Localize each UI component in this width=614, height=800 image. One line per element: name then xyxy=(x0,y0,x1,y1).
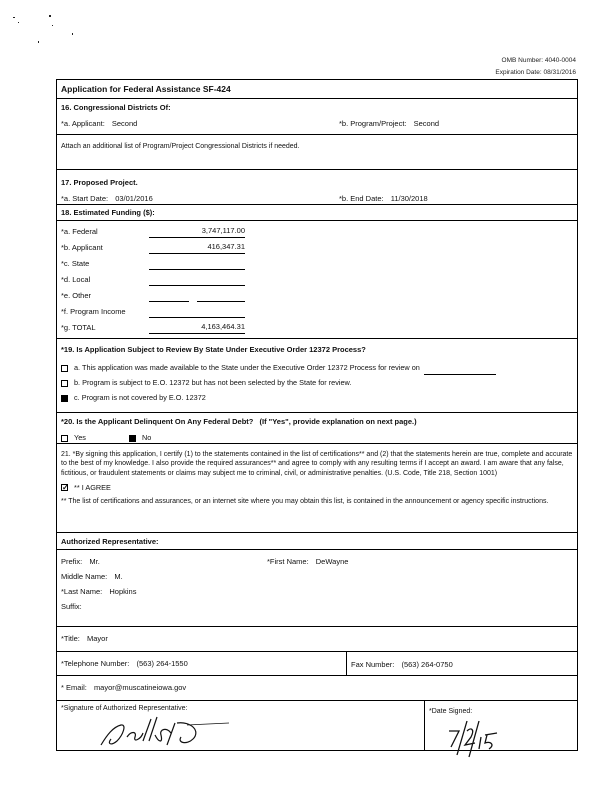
funding-applicant-field[interactable]: 416,347.31 xyxy=(149,241,245,254)
checkbox-unchecked-icon[interactable] xyxy=(61,435,68,442)
expiration-label: Expiration Date: xyxy=(495,69,542,76)
date-signed-label: *Date Signed: xyxy=(429,708,473,715)
funding-label: *f. Program Income xyxy=(61,307,126,316)
expiration-value: 08/31/2016 xyxy=(543,69,576,76)
funding-local-field[interactable] xyxy=(149,273,245,286)
review-option-a-label: a. This application was made available to the State under the Executive Order 12372 Process for review on xyxy=(74,363,420,372)
applicant-district-field[interactable]: Second xyxy=(111,119,138,128)
delinquent-yes-label: Yes xyxy=(74,433,86,442)
agree-label: ** I AGREE xyxy=(74,482,111,492)
sf424-form xyxy=(56,79,578,751)
checkbox-unchecked-icon[interactable] xyxy=(61,365,68,372)
section-20 xyxy=(57,413,577,444)
signature-row xyxy=(57,701,577,751)
funding-row-program-income xyxy=(57,304,577,320)
end-date-group xyxy=(339,191,428,206)
phone-fax-row xyxy=(57,652,577,676)
representative-heading: Authorized Representative: xyxy=(61,537,159,546)
omb-number xyxy=(502,57,576,64)
scan-speck xyxy=(18,22,19,23)
funding-label: *g. TOTAL xyxy=(61,323,96,332)
applicant-district-label: *a. Applicant: xyxy=(61,119,105,128)
section-18-heading: 18. Estimated Funding ($): xyxy=(61,208,155,217)
funding-program-income-field[interactable] xyxy=(149,305,245,318)
email-field[interactable]: mayor@muscatineiowa.gov xyxy=(93,683,187,692)
middle-name-row xyxy=(57,569,577,584)
phone-cell xyxy=(57,652,347,675)
funding-label: *b. Applicant xyxy=(61,243,103,252)
title-field[interactable]: Mayor xyxy=(87,634,108,643)
last-name-row xyxy=(57,584,577,599)
first-name-label: *First Name: xyxy=(267,557,309,566)
funding-label: *d. Local xyxy=(61,275,91,284)
funding-row-applicant xyxy=(57,240,577,256)
funding-label: *c. State xyxy=(61,259,90,268)
fax-field[interactable]: (563) 264-0750 xyxy=(401,660,453,669)
funding-state-field[interactable] xyxy=(149,257,245,270)
agree-option[interactable] xyxy=(57,481,577,495)
fax-line xyxy=(347,652,577,672)
delinquent-options xyxy=(57,430,577,445)
prefix-field[interactable]: Mr. xyxy=(89,557,100,566)
first-name-field[interactable]: DeWayne xyxy=(315,557,349,566)
section-20-heading xyxy=(57,413,577,430)
email-line xyxy=(57,676,577,695)
checkbox-checked-icon[interactable]: ✓ xyxy=(62,483,69,493)
funding-label: *e. Other xyxy=(61,291,92,300)
section-18-heading-row xyxy=(57,205,577,221)
section-17 xyxy=(57,170,577,205)
section-18-funding xyxy=(57,221,577,339)
certification-footnote: ** The list of certifications and assurances, or an internet site where you may obtain this list, is contained in the announcement or agency specific instructions. xyxy=(61,497,549,505)
section-20-note: (If "Yes", provide explanation on next page.) xyxy=(259,417,417,426)
email-row xyxy=(57,676,577,701)
program-district-label: *b. Program/Project: xyxy=(339,119,407,128)
review-option-b-label: b. Program is subject to E.O. 12372 but has not been selected by the State for review. xyxy=(74,378,352,387)
checkbox-unchecked-icon[interactable] xyxy=(61,380,68,387)
phone-label: *Telephone Number: xyxy=(61,659,130,668)
funding-total-field[interactable]: 4,163,464.31 xyxy=(149,321,245,334)
section-16 xyxy=(57,99,577,135)
prefix-first-name-row xyxy=(57,554,577,569)
date-signed-handwriting-icon xyxy=(445,715,515,759)
funding-row-local xyxy=(57,272,577,288)
title-label: *Title: xyxy=(61,634,80,643)
funding-label: *a. Federal xyxy=(61,227,98,236)
fax-cell xyxy=(347,652,577,675)
funding-row-state xyxy=(57,256,577,272)
prefix-label: Prefix: xyxy=(61,557,83,566)
funding-row-federal xyxy=(57,224,577,240)
scan-speck xyxy=(52,25,53,26)
review-option-c-label: c. Program is not covered by E.O. 12372 xyxy=(74,393,206,402)
section-19-heading: *19. Is Application Subject to Review By State Under Executive Order 12372 Process? xyxy=(61,345,366,354)
congressional-districts-row xyxy=(57,116,577,131)
middle-name-label: Middle Name: xyxy=(61,572,108,581)
funding-other-field[interactable] xyxy=(149,289,245,301)
delinquent-yes-option[interactable] xyxy=(61,433,86,442)
project-dates-row xyxy=(57,191,577,206)
fax-label: Fax Number: xyxy=(351,660,395,669)
representative-heading-row xyxy=(57,533,577,550)
signature-cell xyxy=(57,701,425,750)
representative-name-block xyxy=(57,550,577,627)
expiration-date xyxy=(495,69,576,76)
omb-number-value: 4040-0004 xyxy=(544,57,576,64)
scan-speck xyxy=(13,17,15,18)
review-option-c[interactable] xyxy=(57,390,577,405)
delinquent-no-option[interactable] xyxy=(129,430,151,445)
end-date-label: *b. End Date: xyxy=(339,194,384,203)
phone-line xyxy=(57,652,346,671)
certification-text: 21. *By signing this application, I certify (1) to the statements contained in the list of certifications** and (2) that the statements herein are true, complete and accurate to the best of my knowledge. I also provide the required assurances** and agree to comply with any resulting terms if I accept an award. I am aware that any false, fictitious, or fraudulent statements or claims may subject me to criminal, civil, or administrative penalties. (U.S. Code, Title 218, Section 1001) xyxy=(61,451,573,477)
funding-row-total xyxy=(57,320,577,336)
omb-number-label: OMB Number: xyxy=(501,57,544,64)
review-date-field[interactable] xyxy=(424,365,496,375)
date-signed-cell xyxy=(425,701,577,750)
scan-speck xyxy=(49,15,51,17)
scan-speck xyxy=(38,41,39,43)
title-row xyxy=(57,627,577,652)
form-title: Application for Federal Assistance SF-424 xyxy=(57,80,577,99)
suffix-label: Suffix: xyxy=(61,602,82,611)
checkbox-checked-icon[interactable] xyxy=(61,395,68,402)
middle-name-field[interactable]: M. xyxy=(114,572,123,581)
section-19 xyxy=(57,339,577,413)
suffix-row xyxy=(57,599,577,614)
funding-federal-field[interactable]: 3,747,117.00 xyxy=(149,225,245,238)
section-21 xyxy=(57,444,577,533)
section-17-heading: 17. Proposed Project. xyxy=(61,178,138,187)
funding-row-other xyxy=(57,288,577,304)
email-label: * Email: xyxy=(61,683,87,692)
attach-districts-row xyxy=(57,135,577,170)
last-name-field[interactable]: Hopkins xyxy=(109,587,137,596)
signature-scribble-icon xyxy=(97,713,237,749)
title-line xyxy=(57,627,577,646)
end-date-field[interactable]: 11/30/2018 xyxy=(390,194,428,203)
start-date-label: *a. Start Date: xyxy=(61,194,109,203)
program-district-group xyxy=(339,116,439,131)
phone-field[interactable]: (563) 264-1550 xyxy=(136,659,188,668)
last-name-label: *Last Name: xyxy=(61,587,103,596)
checkbox-checked-icon[interactable] xyxy=(129,435,136,442)
attach-districts-note: Attach an additional list of Program/Project Congressional Districts if needed. xyxy=(61,143,300,150)
first-name-group xyxy=(267,554,348,569)
section-16-heading: 16. Congressional Districts Of: xyxy=(61,103,171,112)
delinquent-no-label: No xyxy=(142,433,152,442)
section-20-question: *20. Is the Applicant Delinquent On Any Federal Debt? xyxy=(61,417,254,426)
scan-speck xyxy=(72,33,73,35)
review-option-b[interactable] xyxy=(57,375,577,390)
signature-label: *Signature of Authorized Representative: xyxy=(61,705,188,712)
program-district-field[interactable]: Second xyxy=(413,119,440,128)
review-option-a[interactable] xyxy=(57,360,577,375)
start-date-field[interactable]: 03/01/2016 xyxy=(115,194,153,203)
